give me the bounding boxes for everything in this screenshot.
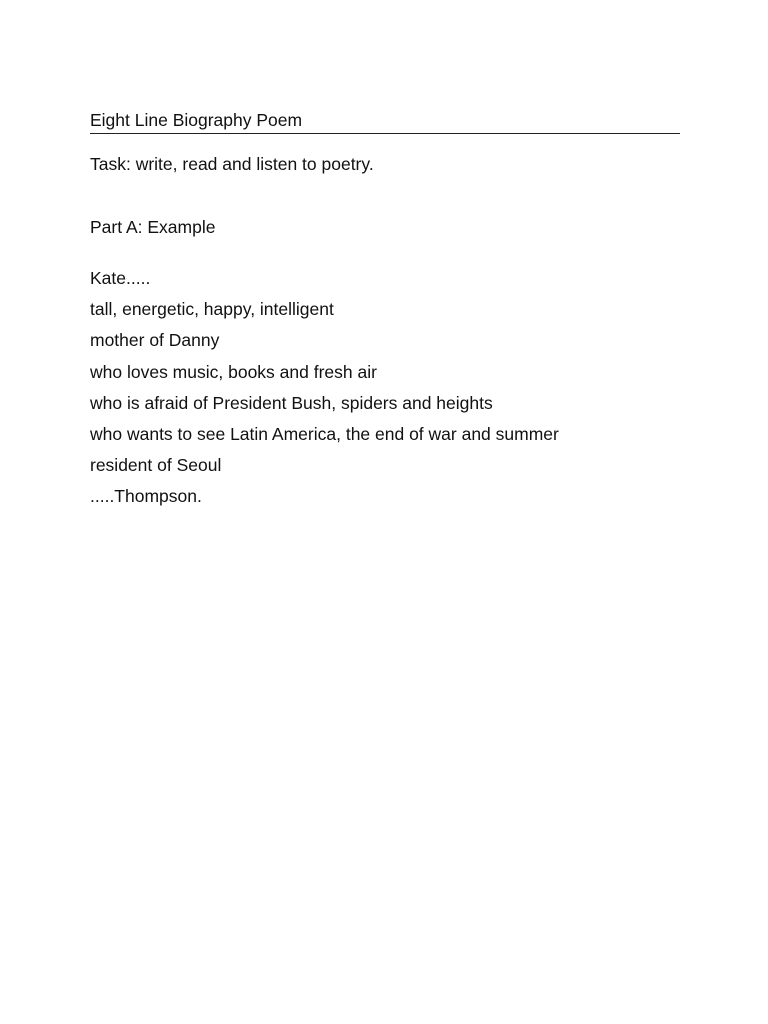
poem-line-adjectives: tall, energetic, happy, intelligent [90, 299, 334, 320]
title-underline-rule [90, 109, 680, 134]
poem-line-afraid: who is afraid of President Bush, spiders and heights [90, 392, 493, 413]
poem-line-name-end: .....Thompson. [90, 486, 202, 507]
part-heading: Part A: Example [90, 217, 216, 237]
poem-line-wants: who wants to see Latin America, the end of war and summer [90, 423, 559, 444]
poem-line-residence: resident of Seoul [90, 455, 222, 476]
poem-example [90, 267, 559, 517]
task-text: Task: write, read and listen to poetry. [90, 154, 374, 174]
poem-line-name-start: Kate..... [90, 268, 151, 288]
document-title: Eight Line Biography Poem [90, 110, 303, 130]
poem-line-loves: who loves music, books and fresh air [90, 361, 377, 382]
poem-line-relation: mother of Danny [90, 330, 220, 351]
